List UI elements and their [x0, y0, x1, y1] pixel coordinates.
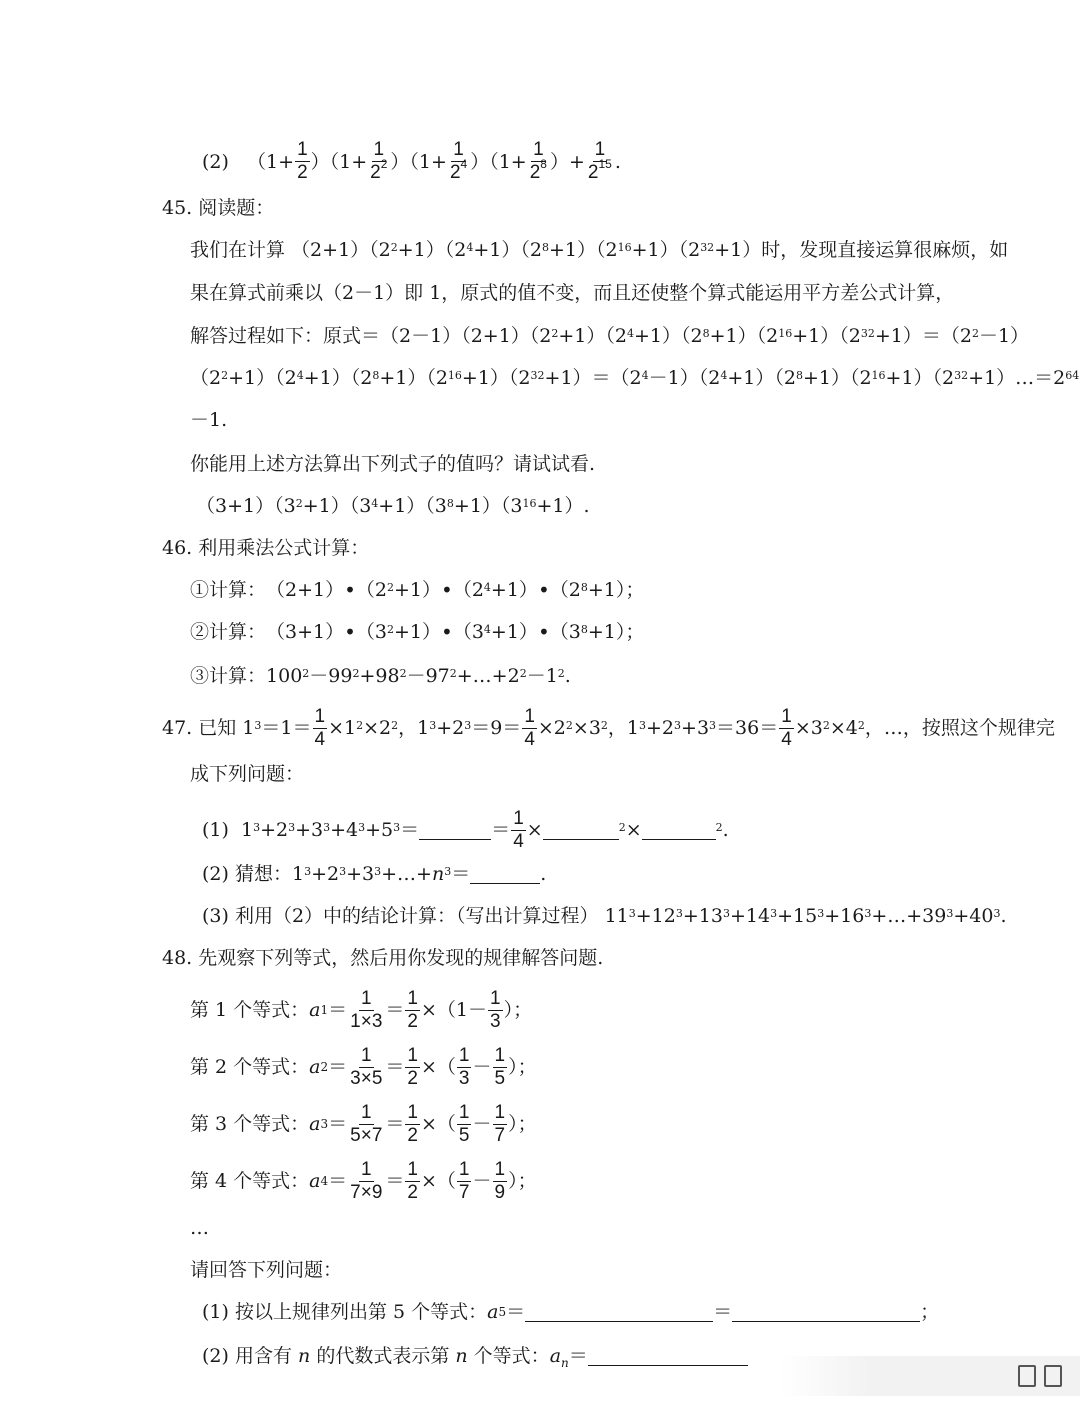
text: (2) 猜想： — [202, 863, 292, 885]
text: 第 4 个等式： — [190, 1170, 310, 1192]
answer-blank[interactable] — [525, 1303, 713, 1322]
text: 个等式： — [473, 1345, 550, 1367]
text: 我们在计算 — [190, 239, 286, 261]
text: ③计算： — [190, 665, 267, 687]
answer-blank[interactable] — [419, 821, 491, 840]
text: (3) 利用（2）中的结论计算：（写出计算过程） — [202, 905, 599, 927]
q46-item1: ①计算： （2+1） • （2 $^2$ +1） • （2 $^4$ +1） • （2 $^8$ +1）； — [190, 578, 645, 602]
text: 解答过程如下：原式＝ — [190, 325, 381, 347]
q45-line3: 解答过程如下：原式＝ （2－1）（2+1）（2 $^2$ +1）（2 $^4$ +1）（2 $^8$ +1）（2 $^{16}$ +1）（2 $^{32}$ +1）＝（2 $^2$ －1） — [190, 322, 1029, 350]
page-icon[interactable] — [1044, 1365, 1062, 1387]
text: ①计算： — [190, 579, 267, 601]
bottom-toolbar — [780, 1356, 1080, 1396]
q45-title: 45. 阅读题： — [162, 197, 275, 219]
text: (2) 用含有 — [202, 1345, 292, 1367]
q45-prompt: 你能用上述方法算出下列式子的值吗？请试试看. — [190, 453, 596, 475]
text: 第 1 个等式： — [190, 999, 310, 1021]
q47-part2: (2) 猜想： 1 $^3$ +2 $^3$ +3 $^3$ +…+ n $^3$ ＝ . — [202, 860, 546, 888]
period: . — [614, 150, 621, 173]
answer-blank[interactable] — [543, 821, 619, 840]
q48-part1: (1) 按以上规律列出第 5 个等式： a 5 ＝ ＝ ； — [202, 1298, 939, 1326]
text: ②计算： — [190, 621, 267, 643]
q45-expression: （3+1）（3 $^2$ +1）（3 $^4$ +1）（3 $^8$ +1）（3 $^{16}$ +1）. — [196, 495, 590, 517]
answer-blank[interactable] — [588, 1347, 748, 1366]
answer-blank[interactable] — [732, 1303, 920, 1322]
problem-44-part-2: (2) （1+ $\frac{1}{2}$ ）（1+ $\frac{1}{2^2}$ ）（1+ $\frac{1}{2^4}$ ）（1+ $\frac{1}{2^8}$ ）+ $\frac{1}{2^{15}}$ . — [202, 139, 621, 183]
q48-title: 48. 先观察下列等式，然后用你发现的规律解答问题. — [162, 947, 604, 969]
text: 47. 已知 — [162, 717, 237, 739]
q45-line5: －1. — [190, 409, 228, 431]
q47-part3: (3) 利用（2）中的结论计算：（写出计算过程） 11 $^3$ +12 $^3$ +13 $^3$ +14 $^3$ +15 $^3$ +16 $^3$ +…+39 $^3$ +40 $^3$ . — [202, 902, 1007, 930]
text: ，…，按照这个规律完 — [864, 717, 1055, 739]
q45-line2: 果在算式前乘以（2－1）即 1，原式的值不变，而且还使整个算式能运用平方差公式计算， — [190, 282, 955, 304]
q46-item2: ②计算： （3+1） • （3 $^2$ +1） • （3 $^4$ +1） • （3 $^8$ +1）； — [190, 620, 645, 644]
text: (1) 按以上规律列出第 5 个等式： — [202, 1301, 488, 1323]
q45-line4: （2 $^2$ +1）（2 $^4$ +1）（2 $^8$ +1）（2 $^{16}$ +1）（2 $^{32}$ +1）＝（2 $^4$ －1）（2 $^4$ +1）（2 $^8$ +1）（2 $^{16}$ +1）（2 $^{32}$ +1）…＝2 $^{64}$ — [190, 367, 1080, 389]
q48-part2: (2) 用含有 n 的代数式表示第 n 个等式： $a_n$ ＝ — [202, 1342, 748, 1370]
text: 的代数式表示第 — [316, 1345, 450, 1367]
q47-line2: 成下列问题： — [190, 763, 305, 785]
answer-blank[interactable] — [642, 821, 716, 840]
q48-ellipsis: … — [190, 1217, 209, 1239]
q47-part1: (1) 1 $^3$ +2 $^3$ +3 $^3$ +4 $^3$ +5 $^3$ ＝ ＝ $\frac{1}{4}$ × $^2$ × $^2$ . — [202, 807, 729, 852]
q46-title: 46. 利用乘法公式计算： — [162, 537, 370, 559]
q46-item3: ③计算： 100 $^2$ －99 $^2$ +98 $^2$ －97 $^2$ +…+2 $^2$ －1 $^2$ . — [190, 662, 571, 690]
part-label: (2) — [202, 150, 229, 173]
q45-line1: 我们在计算 （2+1）（2 $^2$ +1）（2 $^4$ +1）（2 $^8$ +1）（2 $^{16}$ +1）（2 $^{32}$ +1） 时，发现直接运算很麻烦，如 — [190, 236, 1008, 264]
part-label: (1) — [202, 819, 229, 841]
text: 第 3 个等式： — [190, 1113, 310, 1135]
text: 时，发现直接运算很麻烦，如 — [761, 239, 1009, 261]
q48-eq3: 第 3 个等式： a 3 ＝ $\frac{1}{5\times 7}$ ＝ $\frac{1}{2}$ ×（ $\frac{1}{5}$ － $\frac{1}{7}$ ）； — [190, 1101, 537, 1146]
page-icon[interactable] — [1018, 1365, 1036, 1387]
text: 第 2 个等式： — [190, 1056, 310, 1078]
q47-line1: 47. 已知 1 $^3$ ＝1＝ $\frac{1}{4}$ ×1 $^2$ ×2 $^2$ ，1 $^3$ +2 $^3$ ＝9＝ $\frac{1}{4}$ ×2 $^2$ ×3 $^2$ ，1 $^3$ +2 $^3$ +3 $^3$ ＝36＝ $\frac{1}{4}$ ×3 $^2$ ×4 $^2$ ，…，按照这个规律完 — [162, 705, 1055, 750]
q48-ask: 请回答下列问题： — [190, 1259, 343, 1281]
q48-eq2: 第 2 个等式： a 2 ＝ $\frac{1}{3\times 5}$ ＝ $\frac{1}{2}$ ×（ $\frac{1}{3}$ － $\frac{1}{5}$ ）； — [190, 1044, 537, 1089]
q48-eq1: 第 1 个等式： a 1 ＝ $\frac{1}{1\times 3}$ ＝ $\frac{1}{2}$ ×（1－ $\frac{1}{3}$ ）； — [190, 987, 533, 1032]
q48-eq4: 第 4 个等式： a 4 ＝ $\frac{1}{7\times 9}$ ＝ $\frac{1}{2}$ ×（ $\frac{1}{7}$ － $\frac{1}{9}$ ）； — [190, 1158, 537, 1203]
answer-blank[interactable] — [470, 865, 540, 884]
